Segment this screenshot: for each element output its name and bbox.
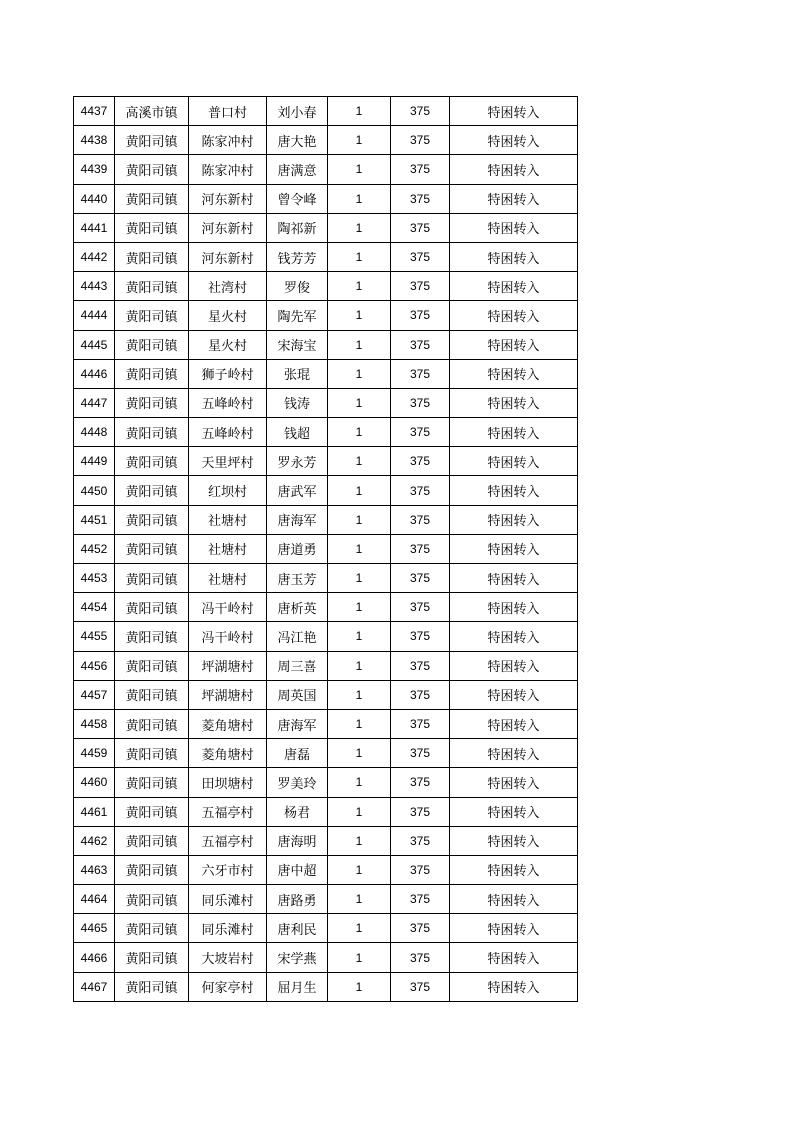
cell-household-count: 1 (328, 330, 391, 359)
cell-town: 黄阳司镇 (115, 972, 189, 1001)
cell-person-name: 唐海军 (267, 709, 328, 738)
cell-village: 大坡岩村 (189, 943, 267, 972)
cell-serial-number: 4457 (74, 680, 115, 709)
cell-person-name: 罗美玲 (267, 768, 328, 797)
cell-serial-number: 4438 (74, 126, 115, 155)
cell-amount: 375 (391, 914, 450, 943)
table-row (74, 593, 578, 622)
table-row (74, 885, 578, 914)
cell-serial-number: 4454 (74, 593, 115, 622)
cell-amount: 375 (391, 885, 450, 914)
cell-household-count: 1 (328, 826, 391, 855)
cell-village: 五福亭村 (189, 826, 267, 855)
cell-serial-number: 4448 (74, 418, 115, 447)
cell-household-count: 1 (328, 359, 391, 388)
cell-town: 黄阳司镇 (115, 855, 189, 884)
cell-serial-number: 4443 (74, 272, 115, 301)
cell-town: 黄阳司镇 (115, 709, 189, 738)
cell-village: 冯干岭村 (189, 593, 267, 622)
cell-serial-number: 4466 (74, 943, 115, 972)
cell-household-count: 1 (328, 680, 391, 709)
cell-amount: 375 (391, 213, 450, 242)
cell-village: 星火村 (189, 301, 267, 330)
cell-town: 黄阳司镇 (115, 272, 189, 301)
cell-serial-number: 4445 (74, 330, 115, 359)
table-row (74, 476, 578, 505)
table-row (74, 943, 578, 972)
cell-assistance-type: 特困转入 (450, 184, 578, 213)
cell-amount: 375 (391, 651, 450, 680)
cell-person-name: 唐满意 (267, 155, 328, 184)
cell-village: 冯干岭村 (189, 622, 267, 651)
cell-assistance-type: 特困转入 (450, 155, 578, 184)
cell-household-count: 1 (328, 447, 391, 476)
cell-household-count: 1 (328, 97, 391, 126)
cell-person-name: 陶先军 (267, 301, 328, 330)
cell-amount: 375 (391, 826, 450, 855)
cell-person-name: 罗俊 (267, 272, 328, 301)
cell-village: 社湾村 (189, 272, 267, 301)
cell-amount: 375 (391, 476, 450, 505)
cell-amount: 375 (391, 534, 450, 563)
cell-person-name: 唐道勇 (267, 534, 328, 563)
cell-household-count: 1 (328, 505, 391, 534)
cell-household-count: 1 (328, 388, 391, 417)
cell-person-name: 钱芳芳 (267, 242, 328, 271)
cell-amount: 375 (391, 680, 450, 709)
cell-serial-number: 4442 (74, 242, 115, 271)
cell-town: 黄阳司镇 (115, 564, 189, 593)
cell-serial-number: 4456 (74, 651, 115, 680)
cell-household-count: 1 (328, 797, 391, 826)
cell-serial-number: 4465 (74, 914, 115, 943)
cell-village: 陈家冲村 (189, 126, 267, 155)
cell-person-name: 张琨 (267, 359, 328, 388)
cell-serial-number: 4453 (74, 564, 115, 593)
cell-person-name: 唐海明 (267, 826, 328, 855)
cell-assistance-type: 特困转入 (450, 534, 578, 563)
cell-amount: 375 (391, 622, 450, 651)
table-row (74, 418, 578, 447)
cell-person-name: 唐玉芳 (267, 564, 328, 593)
cell-village: 天里坪村 (189, 447, 267, 476)
cell-person-name: 唐磊 (267, 739, 328, 768)
cell-assistance-type: 特困转入 (450, 213, 578, 242)
cell-assistance-type: 特困转入 (450, 709, 578, 738)
cell-amount: 375 (391, 447, 450, 476)
cell-household-count: 1 (328, 914, 391, 943)
cell-amount: 375 (391, 972, 450, 1001)
table-row (74, 447, 578, 476)
cell-village: 坪湖塘村 (189, 680, 267, 709)
cell-assistance-type: 特困转入 (450, 505, 578, 534)
cell-amount: 375 (391, 272, 450, 301)
cell-person-name: 唐中超 (267, 855, 328, 884)
cell-household-count: 1 (328, 739, 391, 768)
table-row (74, 855, 578, 884)
cell-town: 高溪市镇 (115, 97, 189, 126)
cell-town: 黄阳司镇 (115, 943, 189, 972)
cell-amount: 375 (391, 855, 450, 884)
cell-village: 田坝塘村 (189, 768, 267, 797)
table-row (74, 797, 578, 826)
table-row (74, 564, 578, 593)
cell-household-count: 1 (328, 126, 391, 155)
cell-household-count: 1 (328, 855, 391, 884)
cell-person-name: 唐析英 (267, 593, 328, 622)
cell-serial-number: 4463 (74, 855, 115, 884)
cell-village: 同乐滩村 (189, 885, 267, 914)
cell-assistance-type: 特困转入 (450, 301, 578, 330)
cell-town: 黄阳司镇 (115, 534, 189, 563)
cell-village: 狮子岭村 (189, 359, 267, 388)
cell-amount: 375 (391, 359, 450, 388)
cell-town: 黄阳司镇 (115, 418, 189, 447)
cell-household-count: 1 (328, 709, 391, 738)
cell-serial-number: 4462 (74, 826, 115, 855)
cell-person-name: 曾令峰 (267, 184, 328, 213)
cell-assistance-type: 特困转入 (450, 680, 578, 709)
cell-town: 黄阳司镇 (115, 155, 189, 184)
cell-town: 黄阳司镇 (115, 593, 189, 622)
cell-village: 社塘村 (189, 564, 267, 593)
cell-household-count: 1 (328, 622, 391, 651)
cell-assistance-type: 特困转入 (450, 885, 578, 914)
cell-amount: 375 (391, 418, 450, 447)
cell-assistance-type: 特困转入 (450, 330, 578, 359)
cell-town: 黄阳司镇 (115, 359, 189, 388)
cell-assistance-type: 特困转入 (450, 593, 578, 622)
cell-assistance-type: 特困转入 (450, 797, 578, 826)
cell-assistance-type: 特困转入 (450, 272, 578, 301)
table-row (74, 97, 578, 126)
cell-village: 六牙市村 (189, 855, 267, 884)
cell-household-count: 1 (328, 242, 391, 271)
cell-village: 何家亭村 (189, 972, 267, 1001)
table-row (74, 126, 578, 155)
cell-household-count: 1 (328, 593, 391, 622)
cell-serial-number: 4450 (74, 476, 115, 505)
cell-assistance-type: 特困转入 (450, 97, 578, 126)
cell-town: 黄阳司镇 (115, 622, 189, 651)
cell-household-count: 1 (328, 651, 391, 680)
cell-serial-number: 4441 (74, 213, 115, 242)
cell-person-name: 钱涛 (267, 388, 328, 417)
cell-serial-number: 4437 (74, 97, 115, 126)
cell-person-name: 宋学燕 (267, 943, 328, 972)
cell-amount: 375 (391, 797, 450, 826)
cell-person-name: 罗永芳 (267, 447, 328, 476)
cell-town: 黄阳司镇 (115, 388, 189, 417)
cell-household-count: 1 (328, 972, 391, 1001)
cell-village: 菱角塘村 (189, 739, 267, 768)
cell-serial-number: 4451 (74, 505, 115, 534)
cell-household-count: 1 (328, 534, 391, 563)
cell-village: 星火村 (189, 330, 267, 359)
cell-village: 坪湖塘村 (189, 651, 267, 680)
table-row (74, 534, 578, 563)
cell-assistance-type: 特困转入 (450, 564, 578, 593)
cell-amount: 375 (391, 330, 450, 359)
cell-household-count: 1 (328, 943, 391, 972)
cell-serial-number: 4458 (74, 709, 115, 738)
cell-person-name: 唐利民 (267, 914, 328, 943)
cell-person-name: 唐武军 (267, 476, 328, 505)
cell-amount: 375 (391, 943, 450, 972)
table-row (74, 388, 578, 417)
cell-assistance-type: 特困转入 (450, 476, 578, 505)
cell-town: 黄阳司镇 (115, 126, 189, 155)
cell-person-name: 唐海军 (267, 505, 328, 534)
cell-assistance-type: 特困转入 (450, 359, 578, 388)
cell-town: 黄阳司镇 (115, 826, 189, 855)
cell-person-name: 周三喜 (267, 651, 328, 680)
cell-amount: 375 (391, 593, 450, 622)
cell-town: 黄阳司镇 (115, 885, 189, 914)
cell-assistance-type: 特困转入 (450, 242, 578, 271)
cell-amount: 375 (391, 301, 450, 330)
cell-serial-number: 4446 (74, 359, 115, 388)
cell-household-count: 1 (328, 768, 391, 797)
table-row (74, 330, 578, 359)
cell-assistance-type: 特困转入 (450, 418, 578, 447)
table-row (74, 680, 578, 709)
cell-village: 陈家冲村 (189, 155, 267, 184)
cell-serial-number: 4452 (74, 534, 115, 563)
cell-household-count: 1 (328, 184, 391, 213)
cell-village: 社塘村 (189, 534, 267, 563)
cell-serial-number: 4444 (74, 301, 115, 330)
cell-assistance-type: 特困转入 (450, 739, 578, 768)
table-row (74, 709, 578, 738)
cell-serial-number: 4439 (74, 155, 115, 184)
cell-amount: 375 (391, 505, 450, 534)
cell-amount: 375 (391, 564, 450, 593)
cell-household-count: 1 (328, 301, 391, 330)
cell-town: 黄阳司镇 (115, 739, 189, 768)
cell-assistance-type: 特困转入 (450, 855, 578, 884)
table-row (74, 272, 578, 301)
table-row (74, 155, 578, 184)
cell-assistance-type: 特困转入 (450, 826, 578, 855)
cell-town: 黄阳司镇 (115, 797, 189, 826)
cell-household-count: 1 (328, 564, 391, 593)
cell-person-name: 陶祁新 (267, 213, 328, 242)
cell-person-name: 冯江艳 (267, 622, 328, 651)
cell-village: 河东新村 (189, 242, 267, 271)
cell-village: 五福亭村 (189, 797, 267, 826)
table-row (74, 972, 578, 1001)
cell-assistance-type: 特困转入 (450, 447, 578, 476)
cell-amount: 375 (391, 242, 450, 271)
cell-town: 黄阳司镇 (115, 505, 189, 534)
cell-amount: 375 (391, 126, 450, 155)
cell-assistance-type: 特困转入 (450, 914, 578, 943)
cell-town: 黄阳司镇 (115, 330, 189, 359)
cell-assistance-type: 特困转入 (450, 651, 578, 680)
cell-town: 黄阳司镇 (115, 213, 189, 242)
cell-town: 黄阳司镇 (115, 651, 189, 680)
cell-serial-number: 4447 (74, 388, 115, 417)
cell-household-count: 1 (328, 418, 391, 447)
table-row (74, 359, 578, 388)
cell-assistance-type: 特困转入 (450, 943, 578, 972)
cell-serial-number: 4464 (74, 885, 115, 914)
table-body (74, 97, 578, 1002)
cell-serial-number: 4449 (74, 447, 115, 476)
cell-village: 菱角塘村 (189, 709, 267, 738)
cell-household-count: 1 (328, 476, 391, 505)
cell-amount: 375 (391, 388, 450, 417)
cell-amount: 375 (391, 97, 450, 126)
table-row (74, 914, 578, 943)
cell-household-count: 1 (328, 213, 391, 242)
cell-serial-number: 4460 (74, 768, 115, 797)
cell-serial-number: 4467 (74, 972, 115, 1001)
cell-assistance-type: 特困转入 (450, 126, 578, 155)
assistance-roster-table (73, 96, 578, 1002)
cell-village: 社塘村 (189, 505, 267, 534)
cell-town: 黄阳司镇 (115, 680, 189, 709)
cell-village: 河东新村 (189, 184, 267, 213)
table-row (74, 651, 578, 680)
cell-amount: 375 (391, 155, 450, 184)
cell-assistance-type: 特困转入 (450, 388, 578, 417)
cell-village: 河东新村 (189, 213, 267, 242)
cell-village: 红坝村 (189, 476, 267, 505)
cell-amount: 375 (391, 184, 450, 213)
cell-household-count: 1 (328, 155, 391, 184)
cell-town: 黄阳司镇 (115, 914, 189, 943)
cell-village: 五峰岭村 (189, 418, 267, 447)
cell-town: 黄阳司镇 (115, 447, 189, 476)
cell-town: 黄阳司镇 (115, 242, 189, 271)
table-row (74, 505, 578, 534)
cell-serial-number: 4461 (74, 797, 115, 826)
cell-person-name: 刘小春 (267, 97, 328, 126)
cell-village: 五峰岭村 (189, 388, 267, 417)
cell-person-name: 唐路勇 (267, 885, 328, 914)
cell-person-name: 钱超 (267, 418, 328, 447)
cell-serial-number: 4440 (74, 184, 115, 213)
cell-person-name: 杨君 (267, 797, 328, 826)
cell-serial-number: 4455 (74, 622, 115, 651)
cell-person-name: 唐大艳 (267, 126, 328, 155)
cell-assistance-type: 特困转入 (450, 972, 578, 1001)
table-row (74, 213, 578, 242)
cell-amount: 375 (391, 739, 450, 768)
table-row (74, 301, 578, 330)
cell-serial-number: 4459 (74, 739, 115, 768)
cell-village: 普口村 (189, 97, 267, 126)
table-row (74, 768, 578, 797)
cell-amount: 375 (391, 709, 450, 738)
cell-amount: 375 (391, 768, 450, 797)
table-row (74, 739, 578, 768)
cell-person-name: 屈月生 (267, 972, 328, 1001)
cell-town: 黄阳司镇 (115, 301, 189, 330)
cell-household-count: 1 (328, 272, 391, 301)
cell-town: 黄阳司镇 (115, 184, 189, 213)
table-row (74, 184, 578, 213)
cell-person-name: 宋海宝 (267, 330, 328, 359)
cell-household-count: 1 (328, 885, 391, 914)
cell-village: 同乐滩村 (189, 914, 267, 943)
cell-person-name: 周英国 (267, 680, 328, 709)
table-row (74, 826, 578, 855)
cell-assistance-type: 特困转入 (450, 768, 578, 797)
table-row (74, 242, 578, 271)
table-row (74, 622, 578, 651)
cell-town: 黄阳司镇 (115, 476, 189, 505)
cell-town: 黄阳司镇 (115, 768, 189, 797)
cell-assistance-type: 特困转入 (450, 622, 578, 651)
